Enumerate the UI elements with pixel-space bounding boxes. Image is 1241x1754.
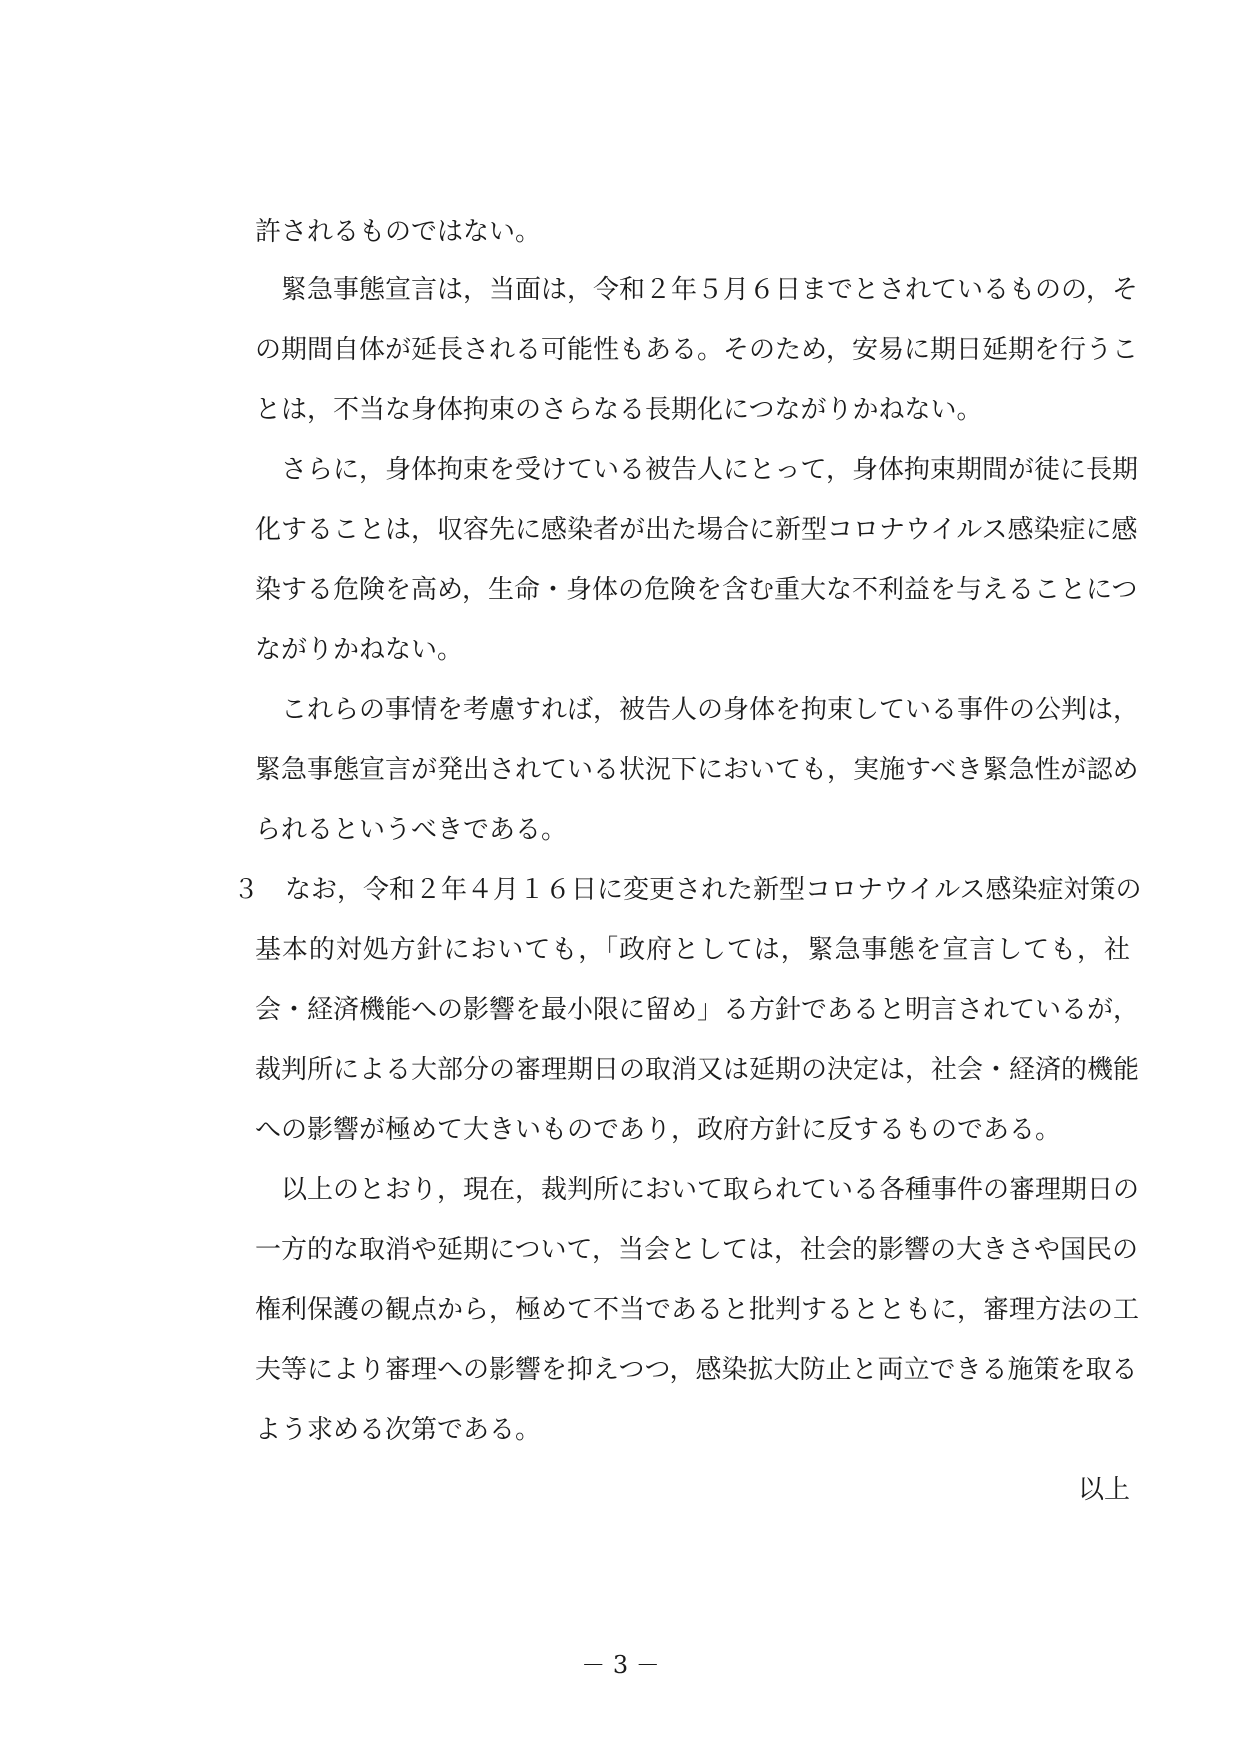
text-line: られるというべきである。: [255, 815, 568, 845]
text-line: 一方的な取消や延期について，当会としては，社会的影響の大きさや国民の: [255, 1235, 1138, 1265]
text-line: への影響が極めて大きいものであり，政府方針に反するものである。: [255, 1115, 1062, 1145]
text-line: とは，不当な身体拘束のさらなる長期化につながりかねない。: [255, 395, 983, 425]
text-line: の期間自体が延長される可能性もある。そのため，安易に期日延期を行うこ: [255, 335, 1138, 365]
text-line: 裁判所による大部分の審理期日の取消又は延期の決定は，社会・経済的機能: [255, 1055, 1140, 1085]
text-line: 染する危険を高め，生命・身体の危険を含む重大な不利益を与えることにつ: [255, 575, 1138, 605]
text-line: ながりかねない。: [255, 635, 464, 665]
text-line: 緊急事態宣言が発出されている状況下においても，実施すべき緊急性が認め: [255, 755, 1139, 785]
text-line: 基本的対処方針においても，「政府としては，緊急事態を宣言しても，社: [255, 935, 1130, 965]
text-line: さらに，身体拘束を受けている被告人にとって，身体拘束期間が徒に長期: [255, 455, 1138, 485]
page-number: － 3 －: [581, 1651, 660, 1679]
text-line: 夫等により審理への影響を抑えつつ，感染拡大防止と両立できる施策を取る: [255, 1355, 1138, 1385]
numbered-paragraph-start: ３ なお，令和２年４月１６日に変更された新型コロナウイルス感染症対策の: [233, 875, 1142, 905]
text-line: 権利保護の観点から，極めて不当であると批判するとともに，審理方法の工: [255, 1295, 1140, 1325]
text-line: 会・経済機能への影響を最小限に留め」る方針であると明言されているが，: [255, 995, 1140, 1025]
text-line: 化することは，収容先に感染者が出た場合に新型コロナウイルス感染症に感: [255, 515, 1138, 545]
text-line: これらの事情を考慮すれば，被告人の身体を拘束している事件の公判は，: [255, 695, 1140, 725]
text-line: 許されるものではない。: [255, 217, 542, 247]
text-line: 緊急事態宣言は，当面は，令和２年５月６日までとされているものの，そ: [255, 275, 1138, 305]
text-line: 以上のとおり，現在，裁判所において取られている各種事件の審理期日の: [255, 1175, 1140, 1205]
closing-mark: 以上: [1077, 1475, 1130, 1505]
text-line: よう求める次第である。: [255, 1415, 542, 1445]
